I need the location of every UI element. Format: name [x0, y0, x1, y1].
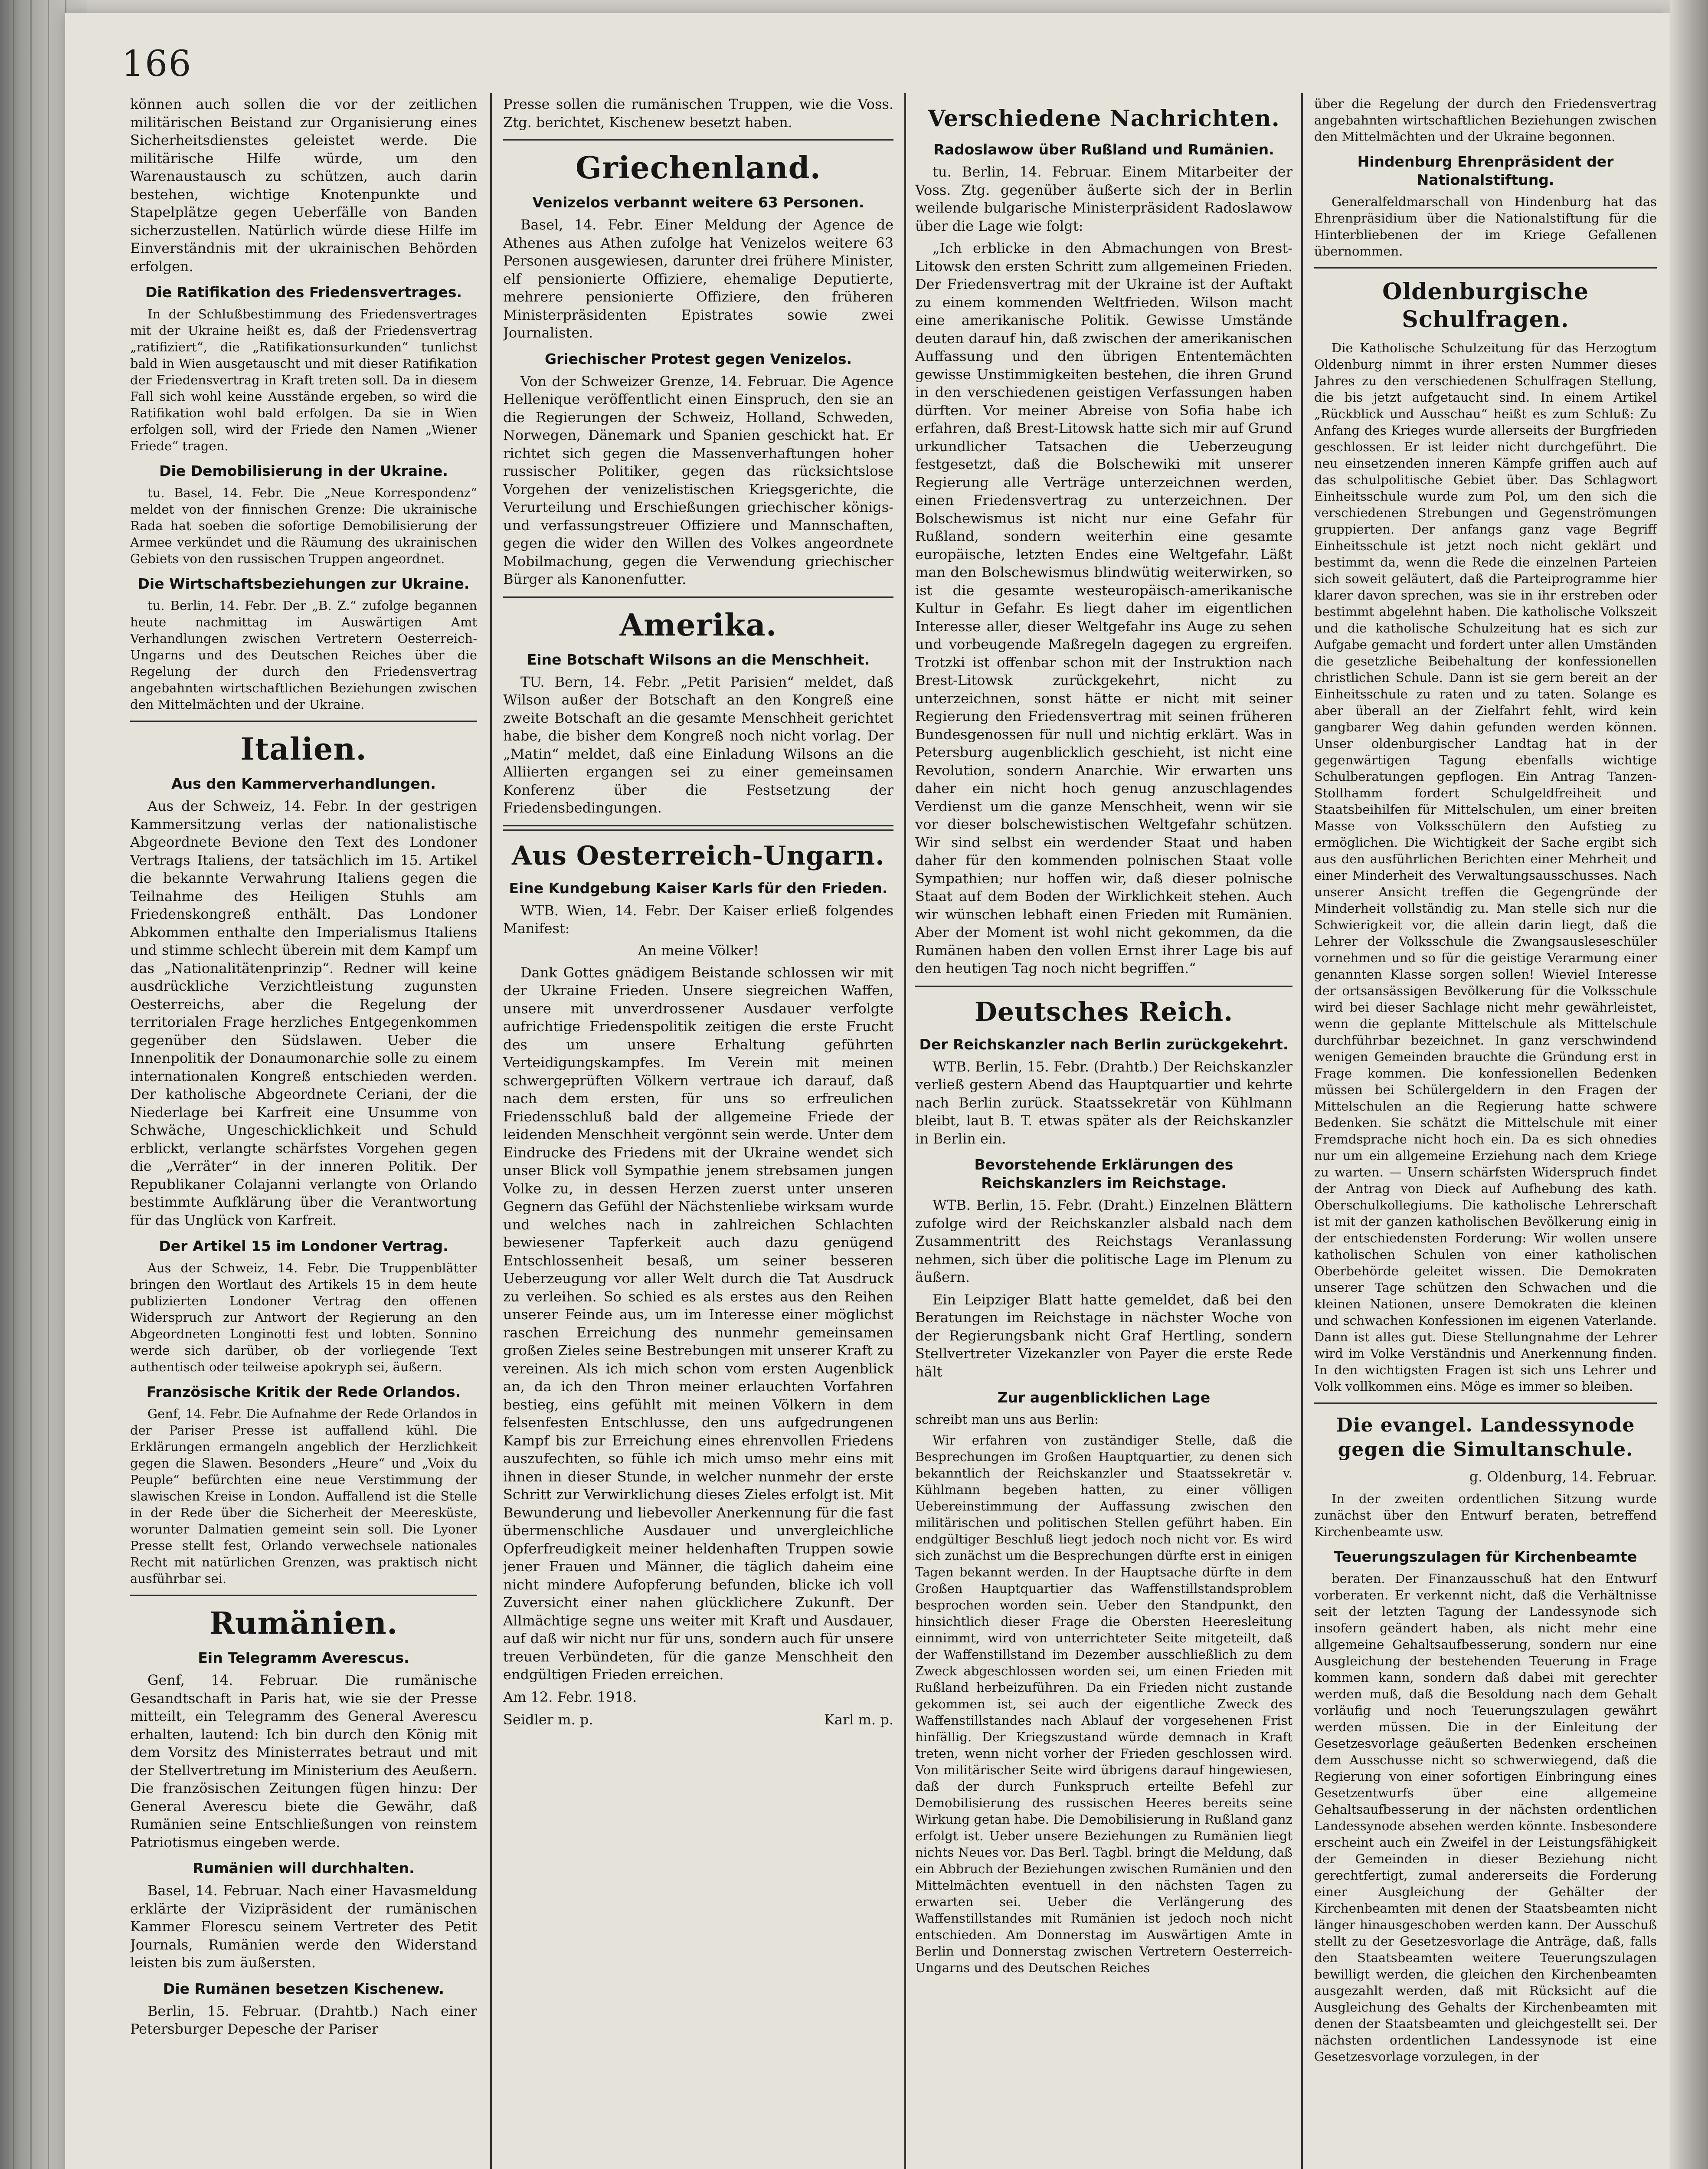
- section-heading: Zur augenblicklichen Lage: [997, 1389, 1211, 1406]
- manifest-date: Am 12. Febr. 1918.: [503, 1688, 637, 1705]
- section-heading: Rumänien will durchhalten.: [193, 1860, 415, 1877]
- divider: [503, 825, 893, 831]
- divider: [1314, 267, 1657, 269]
- section-heading: Hindenburg Ehrenpräsident der Nationalstiftung.: [1357, 153, 1614, 188]
- divider: [503, 596, 893, 598]
- section-heading: Die Demobilisierung in der Ukraine.: [159, 462, 448, 479]
- country-heading: Griechenland.: [576, 150, 821, 186]
- dateline: g. Oldenburg, 14. Februar.: [1469, 1468, 1657, 1485]
- article-text: Berlin, 15. Februar. (Drahtb.) Nach einer Petersburger Depesche der Pariser: [130, 2002, 477, 2037]
- section-heading: Die Rumänen besetzen Kischenew.: [163, 1980, 445, 1997]
- signature-right: Karl m. p.: [824, 1711, 893, 1728]
- section-heading: Die Wirtschaftsbeziehungen zur Ukraine.: [137, 575, 470, 592]
- manifest-address: An meine Völker!: [638, 942, 759, 959]
- signature-left: Seidler m. p.: [503, 1711, 593, 1728]
- column-rule: [1301, 93, 1303, 2169]
- article-text: Wir erfahren von zuständiger Stelle, daß die Besprechungen im Großen Hauptquartier, zu denen sich bekanntlich der Reichskanzler und Staatssekretär v. Kühlmann begeben hatten, zu einer völligen Uebereinstimmung der Auffassung zwischen den militärischen und politischen Stellen geführt haben. Ein endgültiger Beschluß liegt jedoch noch nicht vor. Es wird sich zunächst um die Besprechungen dürfte erst in einigen Tagen bekannt werden. In der Hauptsache dürfte in dem Großen Hauptquartier das Waffenstillstandsproblem besprochen worden sein. Ueber den Standpunkt, den hinsichtlich dieser Frage die Obersten Heeresleitung einnimmt, wird von unterrichteter Seite mitgeteilt, daß der Waffenstillstand im Dezember ausschließlich zu dem Zweck abgeschlossen worden sei, um einen Frieden mit Rußland herbeizuführen. Da ein Frieden nicht zustande gekommen ist, sei auch der eigentliche Zweck des Waffenstillstandes nach Ablauf der vorgesehenen Frist hinfällig. Der Kriegszustand würde demnach in Kraft treten, wenn nicht vorher der Frieden geschlossen wird. Von militärischer Seite wird übrigens darauf hingewiesen, daß der durch Funkspruch erteilte Befehl zur Demobilisierung des russischen Heeres bereits seine Wirkung getan habe. Die Demobilisierung in Rußland ganz erfolgt ist. Ueber unsere Beziehungen zu Rumänien liegt nichts Neues vor. Das Berl. Tagbl. bringt die Meldung, daß ein Abbruch der Beziehungen zwischen Rumänien und den Mittelmächten eventuell in den nächsten Tagen zu erwarten sei. Ueber die Verlängerung des Waffenstillstandes mit Rumänien ist jedoch noch nicht entschieden. Am Donnerstag im Auswärtigen Amte in Berlin und Donnerstag zwischen Vertretern Oesterreich-Ungarns und des Deutschen Reiches: [915, 1433, 1292, 1975]
- article-text: „Ich erblicke in den Abmachungen von Brest-Litowsk den ersten Schritt zum allgemeinen Frieden. Der Friedensvertrag mit der Ukraine ist der Auftakt zu einem kommenden Weltfrieden. Wilson macht eine amerikanische Politik. Gewisse Umstände deuten darauf hin, daß zwischen der amerikanischen Auffassung und den übrigen Ententemächten gewisse Unstimmigkeiten bestehen, die ihren Grund in den verschiedenen geistigen Verfassungen haben dürften. Vor meiner Abreise von Sofia habe ich erfahren, daß Brest-Litowsk hatte sich mir auf Grund urkundlicher Tatsachen die Ueberzeugung festgesetzt, daß die Bolschewiki mit unserer Regierung alle Verträge unterzeichnen werden, einen Friedensvertrag zu unterzeichnen. Der Bolschewismus ist nicht nur eine Gefahr für Rußland, sondern weiterhin eine gesamte europäische, letzten Endes eine Weltgefahr. Läßt man den Bolschewismus blindwütig weiterwirken, so ist die gesamte westeuropäisch-amerikanische Kultur in Gefahr. Es liegt daher im eigentlichen Interesse aller, dieser Weltgefahr ins Auge zu sehen und vorbeugende Maßregeln dagegen zu ergreifen. Trotzki ist offenbar schon mit der Instruktion nach Brest-Litowsk zurückgekehrt, nicht zu unterzeichnen, sonst hätte er nicht mit seiner Regierung den Friedensvertrag mit seinen früheren Bundesgenossen für null und nichtig erklärt. Was in Petersburg augenblicklich geschieht, ist nicht eine Revolution, sondern Anarchie. Wir erwarten uns daher ein nicht hoch genug anzuschlagendes Verdienst um die ganze Menschheit, wenn wir sie vor dieser bolschewistischen Weltgefahr schützen. Wir sind selbst ein werdender Staat und haben daher für den kommenden polnischen Staat volle Sympathien; nur hoffen wir, daß dieser polnische Staat auf dem Boden der Wirklichkeit stehen. Auch wir wünschen lebhaft einen Frieden mit Rumänien. Aber der Moment ist wohl nicht gekommen, da die Rumänen haben den vollen Ernst ihrer Lage bis auf den heutigen Tag noch nicht begriffen.“: [915, 240, 1292, 976]
- article-text: Generalfeldmarschall von Hindenburg hat das Ehrenpräsidium über die Nationalstiftung für die Hinterbliebenen der im Kriege Gefallenen übernommen.: [1314, 194, 1657, 259]
- article-text: Basel, 14. Februar. Nach einer Havasmeldung erklärte der Vizipräsident der rumänischen Kammer Florescu seinem Vertreter des Petit Journals, Rumänien werde den Widerstand leisten bis zum äußersten.: [130, 1882, 477, 1971]
- article-text: Aus der Schweiz, 14. Febr. Die Truppenblätter bringen den Wortlaut des Artikels 15 in dem heute publizierten Londoner Vertrag den offenen Widerspruch zur Antwort der Regierung an den Abgeordneten Longinotti fest und lobten. Sonnino werde sich darüber, ob der vorliegende Text authentisch oder teilweise apokryph sei, äußern.: [130, 1261, 477, 1374]
- divider: [915, 986, 1292, 987]
- article-text: über die Regelung der durch den Friedensvertrag angebahnten wirtschaftlichen Beziehungen zwischen den Mittelmächten und der Ukraine begonnen.: [1314, 96, 1657, 144]
- article-text: tu. Berlin, 14. Februar. Einem Mitarbeiter der Voss. Ztg. gegenüber äußerte sich der in Berlin weilende bulgarische Ministerpräsident Radoslawow über die Lage wie folgt:: [915, 164, 1292, 234]
- page-edge: [1670, 0, 1708, 2169]
- article-text: WTB. Berlin, 15. Febr. (Drahtb.) Der Reichskanzler verließ gestern Abend das Hauptquartier und kehrte nach Berlin zurück. Staatssekretär von Kühlmann bleibt, laut B. T. etwas später als der Reichskanzler in Berlin ein.: [915, 1058, 1292, 1147]
- article-text: Die Katholische Schulzeitung für das Herzogtum Oldenburg nimmt in ihrer ersten Nummer dieses Jahres zu den verschiedenen Schulfragen Stellung, die bis jetzt aufgetaucht sind. In einem Artikel „Rückblick und Ausschau“ heißt es zum Schluß: Zu Anfang des Krieges wurde allerseits der Burgfrieden geschlossen. Er ist leider nicht durchgeführt. Die neu einsetzenden inneren Kämpfe griffen auch auf das schulpolitische Gebiet über. Das Schlagwort Einheitsschule wurde zum Pol, um den sich die verschiedenen Strebungen und Gegenströmungen gruppierten. Der anfangs ganz vage Begriff Einheitsschule ist jetzt noch nicht geklärt und bestimmt da, wenn die Rede die einzelnen Parteien sich soweit geläutert, daß die Parteiprogramme hier klarer davon sprechen, was sie in ihr erstreben oder bestimmt abgelehnt haben. Die katholische Volkszeit und die katholische Schulzeitung hat es sich zur Aufgabe gemacht und fordert unter allen Umständen die gesetzliche Beibehaltung der konfessionellen christlichen Schule. Dann ist sie gern bereit an der Einheitsschule zu raten und zu taten. Solange es aber überall an der Zielfahrt fehlt, wird kein gangbarer Weg dahin gefunden werden können. Unser oldenburgischer Landtag hat in der gegenwärtigen Tagung ebenfalls wichtige Schulberatungen gepflogen. Ein Antrag Tanzen-Stollhamm fordert Schulgeldfreiheit und Staatsbeihilfen für Mittelschulen, um einer breiten Masse von Volksschülern den Aufstieg zu ermöglichen. Die Wichtigkeit der Sache ergibt sich aus den ausführlichen Berichten einer Mehrheit und einer Minderheit des Verwaltungsausschusses. Nach unserer Ansicht treffen die Gegengründe der Minderheit vollständig zu. Man stelle sich nur die Schwierigkeit vor, die allein darin liegt, daß die Lehrer der Volksschule die Zwangsausleseschüler vornehmen und so für die geistige Verarmung einer genannten Klasse sorgen sollen! Wieviel Interesse der ortsansässigen Bevölkerung für die Volksschule wird bei dieser Sachlage nicht mehr gewährleistet, wenn die geplante Mittelschule als Mittelschule durchführbar bezeichnet. In ganz verschwindend wenigen Gemeinden brauchte die Gründung erst in Frage kommen. Die konfessionellen Bedenken müssen bei Schülergeldern in den Fragen der Mittelschulen an die Regierung hatte schwere Bedenken. Sie schätzt die Mittelschule mit einer Fremdsprache nicht hoch ein. Da es sich ohnedies nur um ein allgemeine Erziehung nach dem Kriege zu warten. — Unsern schärfsten Widerspruch findet der Antrag von Dieck auf Aufhebung des kath. Oberschulkollegiums. Die katholische Lehrerschaft ist mit der ganzen katholischen Bevölkerung einig in der entschiedensten Forderung: Wir wollen unsere katholischen Schulen von einer katholischen Oberbehörde geleitet wissen. Die Demokraten unserer Tage schützen den Schwachen und die kleinen Nationen, unsere Demokraten die kleinen und schwachen Konfessionen im eigenen Vaterlande. Dann ist alles gut. Diese Stellungnahme der Lehrer wird im Volke Verständnis und Anerkennung finden. In den wichtigsten Fragen ist sich uns Lehrer und Volk vollkommen eins. Möge es immer so bleiben.: [1314, 341, 1657, 1394]
- column-3: [915, 95, 1292, 2169]
- section-heading: Griechischer Protest gegen Venizelos.: [544, 350, 852, 367]
- article-text: Basel, 14. Febr. Einer Meldung der Agence de Athenes aus Athen zufolge hat Venizelos weitere 63 Personen ausgewiesen, darunter drei frühere Minister, elf pensionierte Offiziere, ehemalige Deputierte, mehrere pensionierte Offiziere, den früheren Ministerpräsidenten Epistrates sowie zwei Journalisten.: [503, 216, 893, 341]
- divider: [130, 721, 477, 722]
- country-heading: Rumänien.: [209, 1605, 398, 1641]
- section-heading-large: Die evangel. Landessynode gegen die Simultanschule.: [1336, 1414, 1635, 1461]
- article-text: Aus der Schweiz, 14. Febr. In der gestrigen Kammersitzung verlas der nationalistische Abgeordnete Bevione den Text des Londoner Vertrags Italiens, der tatsächlich im 15. Artikel die bekannte Verwahrung Italiens gegen die Teilnahme des Heiligen Stuhls am Friedenskongreß enthält. Das Londoner Abkommen enthalte den Imperialismus Italiens und stimme schlecht überein mit dem Kampf um das „Nationalitätenprinzip“. Redner will keine ausdrückliche Verzichtleistung zugunsten Oesterreichs, aber die Regelung der territorialen Frage herzliches Entgegenkommen gegenüber den Südslawen. Ueber die Innenpolitik der Donaumonarchie solle zu einem internationalen Kongreß entschieden werden. Der katholische Abgeordnete Ceriani, der die Niederlage bei Karfreit eine Unsumme von Schwäche, Ungeschicklichkeit und Schuld erblickt, verlangte schärfstes Vorgehen gegen die „Verräter“ in der inneren Politik. Der Republikaner Colajanni verlangte von Orlando bestimmte Aufklärung über die Verantwortung für das Unglück von Karfreit.: [130, 798, 477, 1229]
- article-text: Von der Schweizer Grenze, 14. Februar. Die Agence Hellenique veröffentlicht einen Einspruch, den sie an die Regierungen der Schweiz, Holland, Schweden, Norwegen, Dänemark und Spanien geschickt hat. Er richtet sich gegen die Massenverhaftungen hoher russischer Politiker, gegen das rücksichtslose Vorgehen der venizelistischen Kriegsgerichte, die Verurteilung und Erschießungen griechischer königs- und verfassungstreuer Offiziere und Mannschaften, gegen die wider den Willen des Volkes angeordnete Mobilmachung, gegen die Verwendung griechischer Bürger als Kanonenfutter.: [503, 373, 893, 587]
- column-4: [1314, 95, 1657, 2169]
- article-text: In der Schlußbestimmung des Friedensvertrages mit der Ukraine heißt es, daß der Friedensvertrag „ratifiziert“, die „Ratifikationsurkunden“ tunlichst bald in Wien ausgetauscht und mit dieser Ratifikation der Friedensvertrag in Kraft treten soll. Da in diesem Fall sich wohl keine Ausstände ergeben, so wird die Ratifikation wohl bald erfolgen. Da sie in Wien erfolgen soll, wird der Friede den Namen „Wiener Friede“ tragen.: [130, 307, 477, 453]
- section-heading: Teuerungszulagen für Kirchenbeamte: [1334, 1548, 1637, 1565]
- article-text: Ein Leipziger Blatt hatte gemeldet, daß bei den Beratungen im Reichstage in nächster Woche von der Regierungsbank nicht Graf Hertling, sondern Stellvertreter Vizekanzler von Payer die erste Rede hält: [915, 1291, 1292, 1380]
- page-number: 166: [121, 43, 192, 85]
- article-text: TU. Bern, 14. Febr. „Petit Parisien“ meldet, daß Wilson außer der Botschaft an den Kongreß eine zweite Botschaft an die gesamte Menschheit gerichtet habe, die bisher dem Kongreß noch nicht vorlag. Der „Matin“ meldet, daß eine Einladung Wilsons an die Alliierten ergangen sei zu einer gemeinsamen Konferenz über die Festsetzung der Friedensbedingungen.: [503, 673, 893, 816]
- column-1: [130, 95, 477, 2169]
- section-heading-large: Oldenburgische Schulfragen.: [1382, 278, 1589, 333]
- section-heading-large: Verschiedene Nachrichten.: [928, 105, 1280, 132]
- article-text: tu. Basel, 14. Febr. Die „Neue Korrespondenz“ meldet von der finnischen Grenze: Die ukrainische Rada hat soeben die sofortige Demobilisierung der Armee verkündet und die Räumung des ukrainischen Gebiets von den russischen Truppen angeordnet.: [130, 485, 477, 566]
- article-text: WTB. Berlin, 15. Febr. (Draht.) Einzelnen Blättern zufolge wird der Reichskanzler alsbald nach dem Zusammentritt des Reichstags Veranlassung nehmen, sich über die politische Lage im Plenum zu äußern.: [915, 1197, 1292, 1285]
- section-heading: Eine Botschaft Wilsons an die Menschheit.: [527, 651, 870, 668]
- divider: [1314, 1402, 1657, 1404]
- section-heading: Der Artikel 15 im Londoner Vertrag.: [159, 1238, 448, 1255]
- country-heading: Italien.: [240, 731, 367, 767]
- section-heading: Aus den Kammerverhandlungen.: [171, 775, 436, 792]
- article-text: In der zweiten ordentlichen Sitzung wurde zunächst über den Entwurf beraten, betreffend Kirchenbeamte usw.: [1314, 1491, 1657, 1539]
- divider: [503, 139, 893, 141]
- section-heading: Eine Kundgebung Kaiser Karls für den Frieden.: [509, 879, 888, 897]
- section-heading: Ein Telegramm Averescus.: [198, 1649, 409, 1666]
- article-text: Dank Gottes gnädigem Beistande schlossen wir mit der Ukraine Frieden. Unsere siegreichen Waffen, unsere mit unverdrossener Ausdauer verfolgte aufrichtige Friedenspolitik zeitigen die erste Frucht des um unsere Erhaltung geführten Verteidigungskampfes. Im Verein mit meinen schwergeprüften Völkern vertraue ich darauf, daß nach dem ersten, für uns so erfreulichen Friedensschluß bald der allgemeine Friede der leidenden Menschheit vergönnt sein werde. Unter dem Eindrucke des Friedens mit der Ukraine wendet sich unser Blick voll Sympathie jenem strebsamen jungen Volke zu, in dessen Herzen zuerst unter unseren Gegnern das Gefühl der Nächstenliebe wirksam wurde und welches nach in zahlreichen Schlachten bewiesener Tapferkeit auch dazu genügend Entschlossenheit besaß, um seiner besseren Ueberzeugung vor aller Welt durch die Tat Ausdruck zu verleihen. So schied es als erstes aus den Reihen unserer Feinde aus, um im Interesse einer möglichst raschen Erreichung des nunmehr gemeinsamen großen Zieles seine Bestrebungen mit unserer Kraft zu vereinen. Als ich mich schon vom ersten Augenblick an, da ich den Thron meiner erlauchten Vorfahren bestieg, eins gefühlt mit meinen Völkern in dem felsenfesten Entschlusse, den uns aufgedrungenen Kampf bis zur Erreichung eines ehrenvollen Friedens auszufechten, so fühle ich mich umso mehr eins mit ihnen in dieser Stunde, in welcher nunmehr der erste Schritt zur Verwirklichung dieses Zieles erfolgt ist. Mit Bewunderung und liebevoller Anerkennung für die fast übermenschliche Ausdauer und unvergleichliche Opferfreudigkeit meiner heldenhaften Truppen sowie jener Frauen und Männer, die täglich daheim eine nicht mindere Aufopferung befunden, blicke ich voll Zuversicht einer nahen glücklichere Zukunft. Der Allmächtige segne uns weiter mit Kraft und Ausdauer, auf daß wir nicht nur für uns, sondern auch für unsere treuen Verbündeten, für die ganze Menschheit den endgültigen Frieden erreichen.: [503, 964, 893, 1683]
- section-heading: Der Reichskanzler nach Berlin zurückgekehrt.: [919, 1035, 1289, 1053]
- section-heading: Französische Kritik der Rede Orlandos.: [146, 1383, 461, 1400]
- column-2: [503, 95, 893, 2169]
- country-heading: Amerika.: [619, 606, 777, 643]
- article-text: WTB. Wien, 14. Febr. Der Kaiser erließ folgendes Manifest:: [503, 902, 893, 937]
- column-rule: [490, 93, 492, 2169]
- section-heading: Bevorstehende Erklärungen des Reichskanzlers im Reichstage.: [974, 1156, 1234, 1191]
- article-text: Genf, 14. Febr. Die Aufnahme der Rede Orlandos in der Pariser Presse ist auffallend kühl. Die Erklärungen ermangeln angeblich der Herzlichkeit gegen die Slawen. Besonders „Heure“ und „Voix du Peuple“ befürchten eine neue Verstimmung der slawischen Kreise in London. Auffallend ist die Stelle in der Rede über die Sicherheit der Meeresküste, worunter Dalmatien gemeint sein soll. Die Lyoner Presse stellt fest, Orlando verwechsele nationales Recht mit natürlichen Grenzen, was praktisch nicht ausführbar sei.: [130, 1406, 477, 1586]
- section-heading: Die Ratifikation des Friedensvertrages.: [145, 284, 462, 301]
- article-text: beraten. Der Finanzausschuß hat den Entwurf vorberaten. Er verkennt nicht, daß die Verhältnisse seit der letzten Tagung der Landessynode sich insofern geändert haben, als nicht mehr eine allgemeine Gehaltsaufbesserung, sondern nur eine Ausgleichung der bestehenden Teuerung in Frage kommen kann, sondern daß dabei mit gerechter werden muß, daß die Besoldung nach dem Gehalt vorläufig und noch Teuerungszulagen gewährt werden müssen. Die in der Einleitung der Gesetzesvorlage geäußerten Bedenken erscheinen dem Ausschusse nicht so schwerwiegend, daß die Regierung von einer sofortigen Einbringung eines Gesetzentwurfs über eine allgemeine Gehaltsaufbesserung in der nächsten ordentlichen Landessynode absehen werden könnte. Insbesondere erscheint auch ein Zweifel in der Leistungsfähigkeit der Gemeinden in dieser Beziehung nicht gerechtfertigt, zumal andererseits die Forderung einer Ausgleichung der Gehälter der Kirchenbeamten mit denen der Staatsbeamten nicht länger hinausgeschoben werden kann. Der Ausschuß stellt zu der Gesetzesvorlage die Anträge, daß, falls den Staatsbeamten weitere Teuerungszulagen bewilligt werden, die gleichen den Kirchenbeamten ausgezahlt werden, daß mit Rücksicht auf die Ausgleichung des Gehalts der Kirchenbeamten mit denen der Staatsbeamten und gleichgestellt sei. Der nächsten ordentlichen Landessynode ist eine Gesetzesvorlage vorzulegen, in der: [1314, 1571, 1657, 2064]
- section-heading: Radoslawow über Rußland und Rumänien.: [933, 141, 1274, 158]
- signature-line: [503, 1710, 893, 1729]
- column-rule: [904, 93, 906, 2169]
- section-heading: Venizelos verbannt weitere 63 Personen.: [532, 194, 864, 211]
- article-text: Genf, 14. Februar. Die rumänische Gesandtschaft in Paris hat, wie sie der Presse mitteilt, ein Telegramm des General Averescu erhalten, lautend: Ich bin durch den König mit dem Vorsitz des Ministerrates betraut und mit der Stellvertretung im Ministerium des Aeußern. Die französischen Zeitungen fügen hinzu: Der General Averescu biete die Gewähr, daß Rumänien seine Entschließungen von reinstem Patriotismus eingeben werde.: [130, 1672, 477, 1851]
- divider: [130, 1595, 477, 1596]
- article-text: schreibt man uns aus Berlin:: [915, 1412, 1099, 1427]
- article-text: tu. Berlin, 14. Febr. Der „B. Z.“ zufolge begannen heute nachmittag im Auswärtigen Amt Verhandlungen zwischen Vertretern Oesterreich-Ungarns und des Deutschen Reiches über die Regelung der durch den Friedensvertrag angebahnten wirtschaftlichen Beziehungen zwischen den Mittelmächten und der Ukraine.: [130, 598, 477, 712]
- country-heading: Aus Oesterreich-Ungarn.: [511, 840, 885, 871]
- article-text: können auch sollen die vor der zeitlichen militärischen Beistand zur Organisierung eines Sicherheitsdienstes geleistet werde. Die militärische Hilfe würde, um den Warenaustausch zu schützen, auch darin bestehen, wichtige Knotenpunkte und Stapelplätze gegen Ueberfälle von Banden sicherzustellen. Natürlich würde diese Hilfe im Einverständnis mit der ukrainischen Behörden erfolgen.: [130, 96, 477, 275]
- country-heading: Deutsches Reich.: [974, 996, 1234, 1027]
- article-text: Presse sollen die rumänischen Truppen, wie die Voss. Ztg. berichtet, Kischenew besetzt haben.: [503, 96, 893, 131]
